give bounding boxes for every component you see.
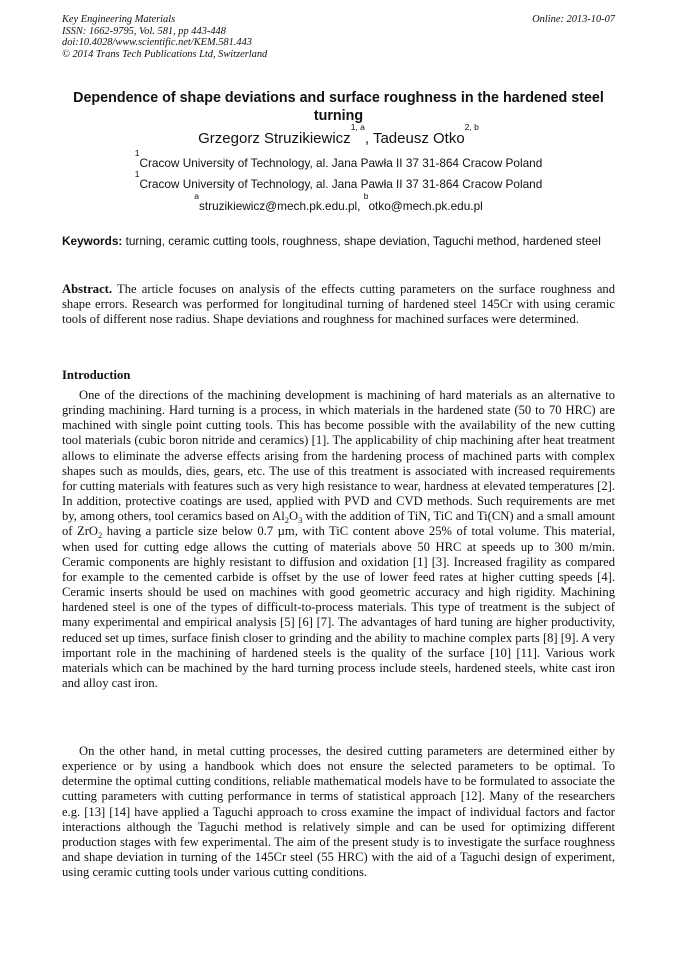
intro-paragraph-1 <box>62 388 615 691</box>
email-b-sup: b <box>363 191 369 201</box>
abstract-label: Abstract. <box>62 282 113 296</box>
section-heading-introduction: Introduction <box>62 368 131 382</box>
affiliation-2-sup: 1 <box>134 169 140 179</box>
author-1-name: Grzegorz Struzikiewicz <box>198 130 351 147</box>
email-b[interactable]: otko@mech.pk.edu.pl <box>368 199 483 213</box>
affiliation-2 <box>62 169 615 191</box>
author-emails <box>62 191 615 213</box>
p1-sub-3: 2 <box>98 530 103 541</box>
keywords-text: turning, ceramic cutting tools, roughness, shape deviation, Taguchi method, hardened steel <box>122 234 601 248</box>
copyright-line: © 2014 Trans Tech Publications Ltd, Switzerland <box>62 48 268 60</box>
affiliation-1-text: Cracow University of Technology, al. Jana Pawła II 37 31-864 Cracow Poland <box>139 156 543 170</box>
affiliation-1 <box>62 148 615 170</box>
p1-text-b: O <box>289 509 299 524</box>
p1-text-d: having a particle size below 0.7 µm, with TiC content above 25% of total volume. This material, when used for cutting edge allows the cutting of materials above 50 HRC at speeds up to 300 m/min. Ceramic components are highly resistant to diffusion and oxidation [1] [3]. Increased fragility as compared for example to the cemented carbide is offset by the use of lower feed rates at higher cutting speeds [4]. Ceramic inserts should be used on machines with good geometric accuracy and high rigidity. Machining hardened steel is one of the types of difficult-to-process materials. This type of treatment is the subject of many experimental and empirical analysis [5] [6] [7]. The advantages of hard tuning are higher productivity, reduced set up times, surface finish closer to grinding and the ability to machine complex parts [8] [9]. A very important role in the machining of hardened steels is the quality of the surface [10] [11]. Various work materials which can be machined by the hard turning process include steels, hardened steels, white cast iron and alloy cast iron. <box>62 524 615 690</box>
paper-title: Dependence of shape deviations and surface roughness in the hardened steel turning <box>73 90 604 124</box>
doi-line: doi:10.4028/www.scientific.net/KEM.581.443 <box>62 37 252 48</box>
email-a[interactable]: struzikiewicz@mech.pk.edu.pl, <box>198 199 364 213</box>
email-a-sup: a <box>194 191 199 201</box>
author-1-sup: 1, a <box>350 122 365 132</box>
abstract <box>62 282 615 328</box>
journal-header <box>62 14 615 60</box>
journal-name: Key Engineering Materials <box>62 14 176 25</box>
online-date: Online: 2013-10-07 <box>532 14 615 25</box>
author-2-name: Tadeusz Otko <box>372 130 465 147</box>
keywords <box>62 234 615 250</box>
keywords-label: Keywords: <box>62 234 123 248</box>
author-separator: , <box>364 130 373 147</box>
intro-paragraph-2: On the other hand, in metal cutting processes, the desired cutting parameters are determined either by experience or by using a handbook which does not ensure the selected parameters to be optimal. To determine the optimal cutting conditions, reliable mathematical models have to be formulated to associate the cutting parameters with cutting performance in terms of statistical approach [12]. Many of the researchers e.g. [13] [14] have applied a Taguchi approach to cross examine the impact of individual factors and factor interactions although the Taguchi method is relatively simple and can be used for optimizing different production stages with few experimental. The aim of the present study is to investigate the surface roughness and shape deviation in turning of the 145Cr steel (55 HRC) with the aid of a Taguchi design of experiment, using ceramic cutting tools under various cutting conditions. <box>62 744 615 880</box>
affiliation-1-sup: 1 <box>134 148 140 158</box>
author-2-sup: 2, b <box>464 122 479 132</box>
p1-sub-2: 3 <box>298 515 303 526</box>
author-line <box>62 122 615 148</box>
abstract-text: The article focuses on analysis of the effects cutting parameters on the surface roughness and shape errors. Research was performed for longitudinal turning of hardened steel 145Cr with using ceramic tools of different nose radius. Shape deviations and roughness for machined surfaces were determined. <box>62 282 615 327</box>
p1-text-c: with the addition of TiN, TiC and Ti(CN) and a small amount of ZrO <box>62 509 615 539</box>
issn-line: ISSN: 1662-9795, Vol. 581, pp 443-448 <box>62 25 226 37</box>
p1-sub-1: 2 <box>284 515 290 526</box>
p1-text-a: One of the directions of the machining development is machining of hard materials as an alternative to grinding machining. Hard turning is a process, in which materials in the hardened state (50 to 70 HRC) are machined with single point cutting tools. This has become possible with the availability of the new cutting tool materials (cubic boron nitride and ceramics) [1]. The applicability of chip machining after heat treatment allows to eliminate the adverse effects arising from the hardening process of machined parts with complex shapes such as moulds, dies, gears, etc. The use of this treatment is associated with increased requirements for cutting materials with features such as very high resistance to wear, hardness at elevated temperatures [2]. In addition, protective coatings are used, applied with PVD and CVD methods. Such requirements are met by, among others, tool ceramics based on Al <box>62 388 615 524</box>
affiliation-2-text: Cracow University of Technology, al. Jana Pawła II 37 31-864 Cracow Poland <box>139 177 543 191</box>
